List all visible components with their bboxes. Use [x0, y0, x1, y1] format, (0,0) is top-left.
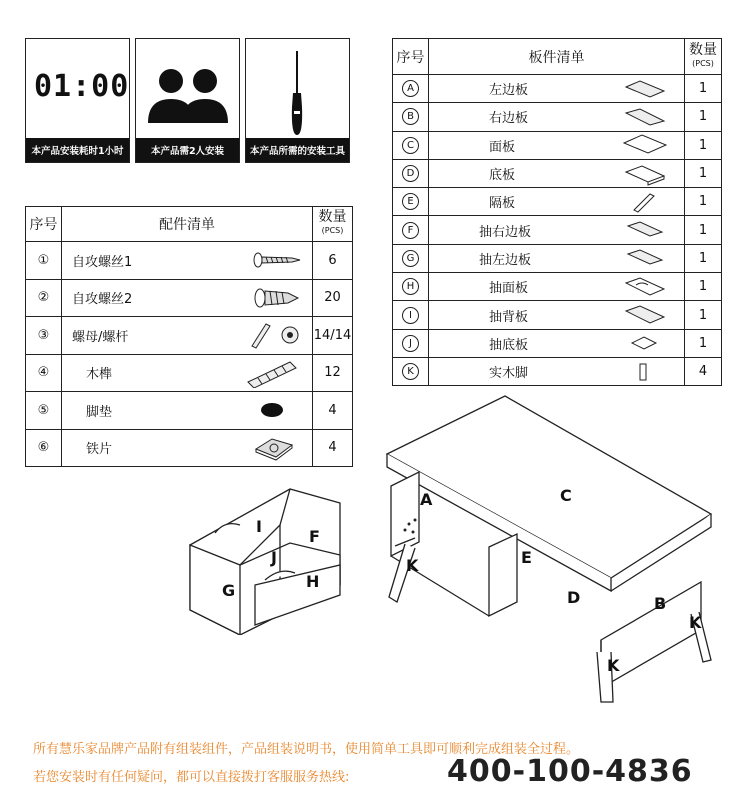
boards-header-name: 板件清单: [429, 39, 685, 75]
screwdriver-icon: [286, 49, 308, 139]
label-drawer-h: H: [306, 572, 320, 591]
board-qty: 1: [685, 103, 722, 131]
footer-hotline-text: 若您安装时有任何疑问，都可以直接拨打客服服务热线:: [33, 770, 350, 785]
row-index: E: [402, 193, 419, 210]
parts-table: [25, 206, 353, 467]
row-index: F: [402, 222, 419, 239]
label-table-k1: K: [406, 556, 419, 575]
board-icon: [620, 275, 670, 299]
board-name: 抽背板: [489, 309, 529, 325]
board-name: 抽右边板: [479, 224, 532, 240]
board-qty: 4: [685, 357, 722, 385]
board-name: 面板: [489, 139, 516, 155]
label-table-k2: K: [689, 613, 702, 632]
board-name: 底板: [489, 168, 516, 184]
part-qty: 6: [313, 242, 353, 280]
part-qty: 20: [313, 279, 353, 317]
row-index: K: [402, 363, 419, 380]
part-name: 自攻螺丝1: [72, 254, 133, 270]
board-name: 实木脚: [489, 366, 529, 382]
table-row: [26, 242, 353, 280]
table-diagram: [375, 392, 720, 717]
board-icon: [620, 331, 670, 355]
part-name: 自攻螺丝2: [72, 292, 133, 308]
part-name: 木榫: [86, 367, 113, 383]
table-row: [26, 429, 353, 467]
table-row: [393, 103, 722, 131]
foot-pad-icon: [252, 400, 302, 420]
label-drawer-i: I: [256, 517, 262, 536]
board-qty: 1: [685, 159, 722, 187]
table-row: [393, 357, 722, 385]
part-qty: 12: [313, 354, 353, 392]
drawer-diagram: [180, 485, 360, 635]
boards-table: [392, 38, 722, 386]
tool-box: [245, 38, 350, 163]
board-name: 隔板: [489, 196, 516, 212]
row-index: C: [402, 137, 419, 154]
metal-plate-icon: [252, 433, 302, 463]
two-people-icon: [144, 63, 232, 131]
dowel-icon: [242, 358, 302, 388]
table-row: [393, 273, 722, 301]
row-index: J: [402, 335, 419, 352]
table-row: [393, 159, 722, 187]
row-index: ⑥: [37, 440, 50, 456]
footer-note: 所有慧乐家品牌产品附有组装组件，产品组装说明书，使用简单工具即可顺利完成组装全过程。: [33, 742, 580, 757]
board-icon: [620, 190, 670, 214]
row-index: ③: [37, 327, 50, 343]
label-table-e: E: [521, 548, 532, 567]
row-index: ①: [37, 252, 50, 268]
part-name: 螺母/螺杆: [72, 329, 129, 345]
row-index: ④: [37, 365, 50, 381]
tool-caption: 本产品所需的安装工具: [246, 138, 349, 162]
clock-display: 01:00: [34, 69, 130, 104]
row-index: G: [402, 250, 419, 267]
row-index: ②: [37, 290, 50, 306]
row-index: H: [402, 278, 419, 295]
part-qty: 4: [313, 429, 353, 467]
part-name: 铁片: [86, 442, 113, 458]
row-index: B: [402, 108, 419, 125]
board-qty: 1: [685, 244, 722, 272]
board-name: 抽左边板: [479, 252, 532, 268]
hotline-number: 400-100-4836: [447, 754, 693, 789]
table-row: [26, 317, 353, 355]
table-row: [26, 392, 353, 430]
row-index: D: [402, 165, 419, 182]
board-icon: [620, 303, 670, 327]
board-name: 右边板: [489, 111, 529, 127]
label-table-d: D: [567, 588, 581, 607]
people-box: [135, 38, 240, 163]
label-table-c: C: [560, 486, 572, 505]
board-icon: [620, 360, 670, 384]
label-table-k3: K: [607, 656, 620, 675]
label-drawer-j: J: [271, 548, 277, 567]
label-drawer-f: F: [309, 527, 320, 546]
row-index: I: [402, 307, 419, 324]
table-row: [26, 279, 353, 317]
table-row: [393, 75, 722, 103]
board-icon: [620, 77, 670, 101]
board-icon: [620, 246, 670, 270]
row-index: ⑤: [37, 402, 50, 418]
board-qty: 1: [685, 329, 722, 357]
install-time-box: [25, 38, 130, 163]
table-row: [393, 188, 722, 216]
board-qty: 1: [685, 301, 722, 329]
board-qty: 1: [685, 75, 722, 103]
install-time-caption: 本产品安装耗时1小时: [26, 138, 129, 162]
board-qty: 1: [685, 131, 722, 159]
table-row: [393, 329, 722, 357]
board-icon: [620, 218, 670, 242]
row-index: A: [402, 80, 419, 97]
parts-header-name: 配件清单: [62, 207, 313, 242]
board-icon: [620, 105, 670, 129]
boards-header-qty: 数量 (PCS): [685, 39, 722, 75]
board-name: 左边板: [489, 83, 529, 99]
label-table-b: B: [654, 594, 667, 613]
table-row: [26, 354, 353, 392]
label-drawer-g: G: [222, 581, 236, 600]
people-caption: 本产品需2人安装: [136, 138, 239, 162]
table-row: [393, 301, 722, 329]
board-qty: 1: [685, 216, 722, 244]
part-name: 脚垫: [86, 404, 113, 420]
label-table-a: A: [420, 490, 433, 509]
anchor-screw-icon: [252, 285, 302, 311]
table-row: [393, 244, 722, 272]
board-qty: 1: [685, 273, 722, 301]
part-qty: 14/14: [313, 317, 353, 355]
board-icon: [620, 133, 670, 157]
boards-header-index: 序号: [393, 39, 429, 75]
board-name: 抽底板: [489, 337, 529, 353]
table-row: [393, 216, 722, 244]
board-icon: [620, 162, 670, 186]
parts-header-index: 序号: [26, 207, 62, 242]
board-name: 抽面板: [489, 281, 529, 297]
parts-header-qty: 数量 (PCS): [313, 207, 353, 242]
part-qty: 4: [313, 392, 353, 430]
screw-icon: [252, 249, 302, 271]
nut-bolt-icon: [246, 320, 302, 350]
table-row: [393, 131, 722, 159]
board-qty: 1: [685, 188, 722, 216]
